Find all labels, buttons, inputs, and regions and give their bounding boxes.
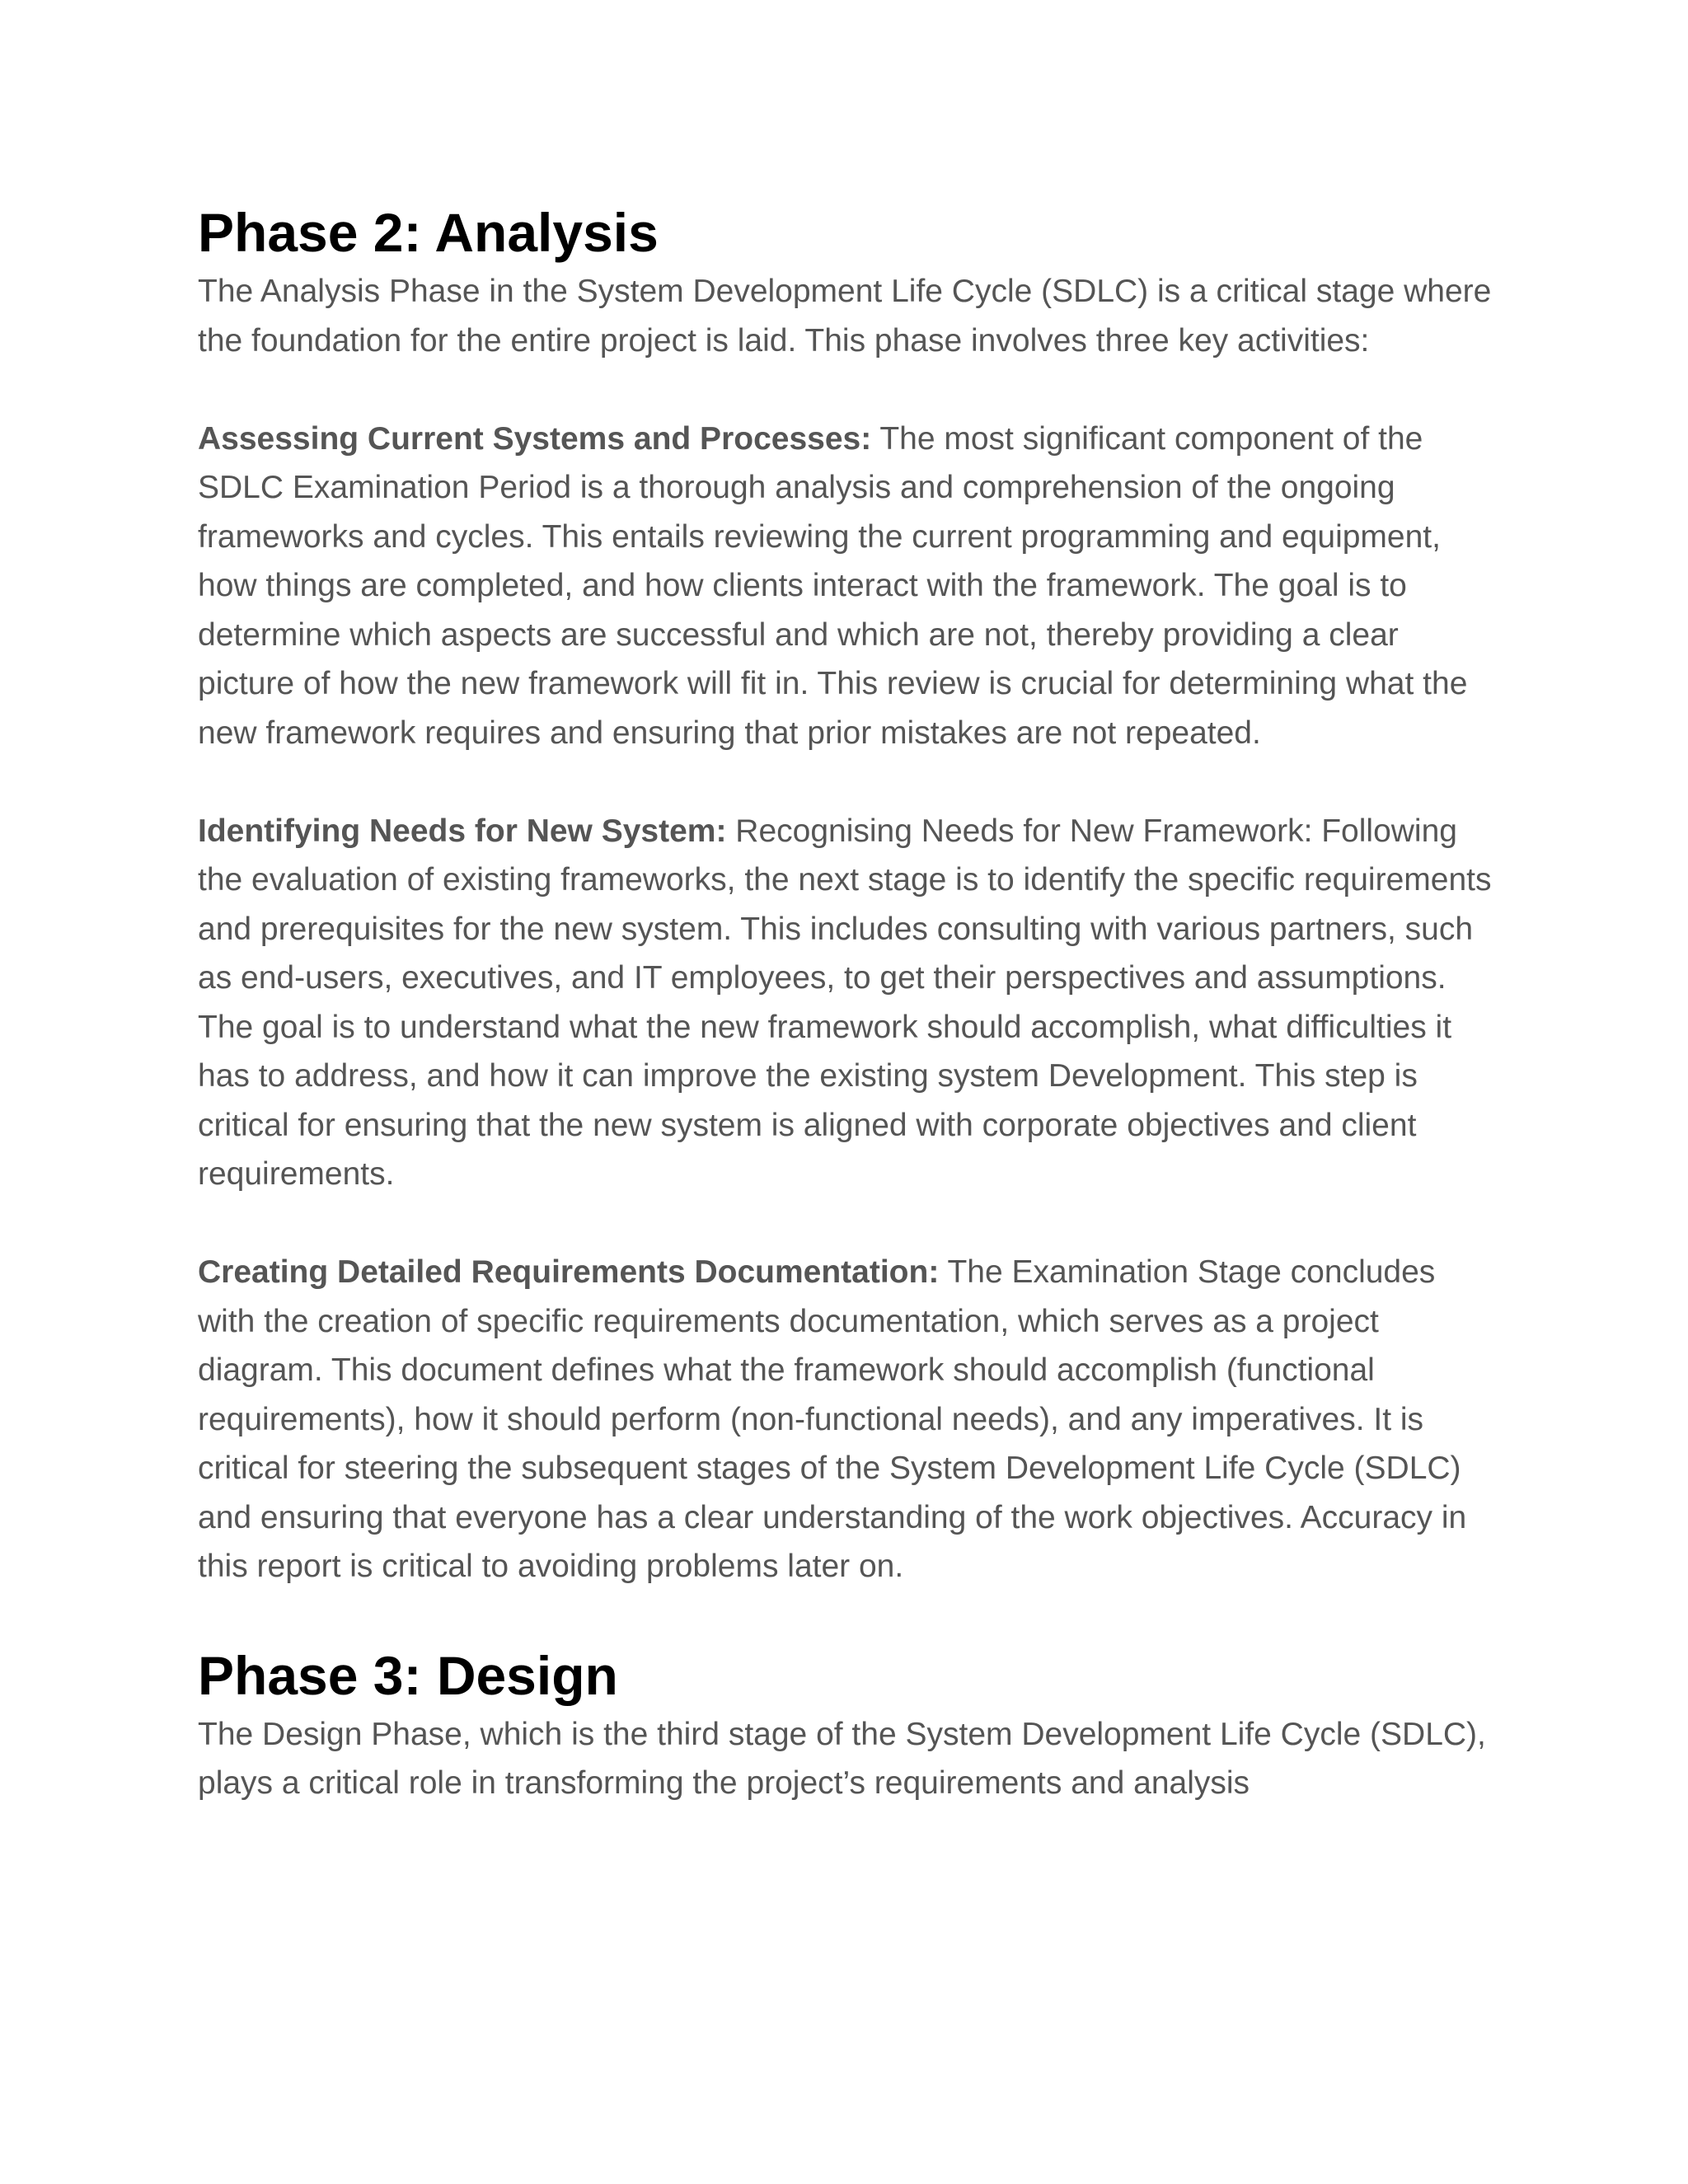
analysis-item-assessing [198, 415, 1500, 758]
analysis-item-identifying [198, 807, 1500, 1199]
paragraph-spacer [198, 365, 1500, 415]
item-lead-assessing: Assessing Current Systems and Processes: [198, 420, 872, 457]
section-heading-design: Phase 3: Design [198, 1644, 618, 1706]
paragraph-spacer [198, 757, 1500, 807]
analysis-item-creating [198, 1248, 1500, 1591]
item-text-identifying: Recognising Needs for New Framework: Following the evaluation of existing frameworks, the next stage is to identify the specific requirements and prerequisites for the new system. This includes consulting with various partners, such as end-users, executives, and IT employees, to get their perspectives and assumptions. The goal is to understand what the new framework should accomplish, what difficulties it has to address, and how it can improve the existing system Development. This step is critical for ensuring that the new system is aligned with corporate objectives and client requirements. [198, 813, 1492, 1192]
analysis-intro-paragraph: The Analysis Phase in the System Development Life Cycle (SDLC) is a critical stage where the foundation for the entire project is laid. This phase involves three key activities: [198, 274, 1492, 359]
paragraph-spacer [198, 1199, 1500, 1249]
section-heading-analysis: Phase 2: Analysis [198, 202, 659, 263]
item-text-creating: The Examination Stage concludes with the creation of specific requirements documentation, which serves as a project diagram. This document defines what the framework should accomplish (functional requirements), how it should perform (non-functional needs), and any imperatives. It is critical for steering the subsequent stages of the System Development Life Cycle (SDLC) and ensuring that everyone has a clear understanding of the work objectives. Accuracy in this report is critical to avoiding problems later on. [198, 1254, 1467, 1584]
design-intro-paragraph: The Design Phase, which is the third stage of the System Development Life Cycle (SDLC), plays a critical role in transforming the project’s requirements and analysis [198, 1716, 1486, 1801]
item-text-assessing: The most significant component of the SDLC Examination Period is a thorough analysis and comprehension of the ongoing frameworks and cycles. This entails reviewing the current programming and equipment, how things are completed, and how clients interact with the framework. The goal is to determine which aspects are successful and which are not, thereby providing a clear picture of how the new framework will fit in. This review is crucial for determining what the new framework requires and ensuring that prior mistakes are not repeated. [198, 420, 1468, 751]
document-page [198, 198, 1500, 1808]
item-lead-identifying: Identifying Needs for New System: [198, 813, 727, 849]
item-lead-creating: Creating Detailed Requirements Documentation: [198, 1254, 940, 1290]
section-spacer [198, 1591, 1500, 1641]
